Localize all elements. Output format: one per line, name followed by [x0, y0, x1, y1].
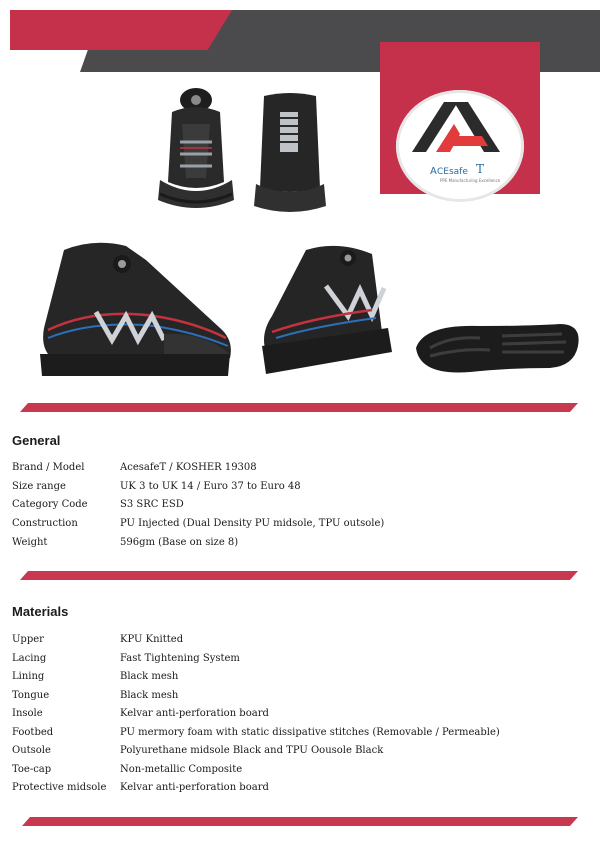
spec-value: Kelvar anti-perforation board	[120, 708, 269, 719]
spec-value: PU mermory foam with static dissipative stitches (Removable / Permeable)	[120, 727, 500, 738]
spec-value: S3 SRC ESD	[120, 499, 184, 510]
svg-text:A: A	[430, 166, 437, 177]
spec-label: Lining	[12, 671, 45, 682]
spec-label: Protective midsole	[12, 782, 107, 793]
spec-value: Non-metallic Composite	[120, 764, 243, 775]
spec-label: Weight	[12, 537, 48, 548]
spec-value: UK 3 to UK 14 / Euro 37 to Euro 48	[120, 481, 301, 492]
acesafet-logo-icon	[396, 90, 524, 202]
svg-text:PPE Manufacturing Excellence: PPE Manufacturing Excellence	[440, 178, 501, 183]
svg-text:T: T	[476, 162, 485, 176]
spec-label: Construction	[12, 518, 78, 529]
spec-label: Insole	[12, 708, 43, 719]
spec-value: Black mesh	[120, 690, 179, 701]
spec-label: Toe-cap	[12, 764, 52, 775]
section-divider	[20, 403, 578, 412]
brand-logo	[396, 90, 524, 202]
boot-side-view	[34, 236, 234, 382]
spec-value: 596gm (Base on size 8)	[120, 537, 239, 548]
spec-value: Polyurethane midsole Black and TPU Oousole Black	[120, 745, 384, 756]
materials-section-title: Materials	[12, 604, 69, 619]
section-divider	[20, 571, 578, 580]
spec-label: Category Code	[12, 499, 88, 510]
spec-label: Lacing	[12, 653, 47, 664]
boot-front-view	[150, 82, 242, 214]
spec-value: AcesafeT / KOSHER 19308	[120, 462, 257, 473]
boot-sole-view	[410, 312, 582, 382]
spec-value: Kelvar anti-perforation board	[120, 782, 269, 793]
spec-label: Outsole	[12, 745, 51, 756]
spec-value: Fast Tightening System	[120, 653, 240, 664]
svg-text:CEsafe: CEsafe	[437, 167, 468, 177]
spec-label: Footbed	[12, 727, 54, 738]
header-stripe-red	[10, 10, 232, 50]
section-divider	[22, 817, 578, 826]
spec-value: PU Injected (Dual Density PU midsole, TPU outsole)	[120, 518, 385, 529]
general-section-title: General	[12, 433, 61, 448]
spec-label: Tongue	[12, 690, 50, 701]
spec-value: KPU Knitted	[120, 634, 184, 645]
spec-label: Brand / Model	[12, 462, 85, 473]
spec-value: Black mesh	[120, 671, 179, 682]
boot-three-quarter-view	[252, 236, 400, 382]
spec-label: Size range	[12, 481, 66, 492]
boot-back-view	[250, 90, 330, 216]
spec-label: Upper	[12, 634, 44, 645]
